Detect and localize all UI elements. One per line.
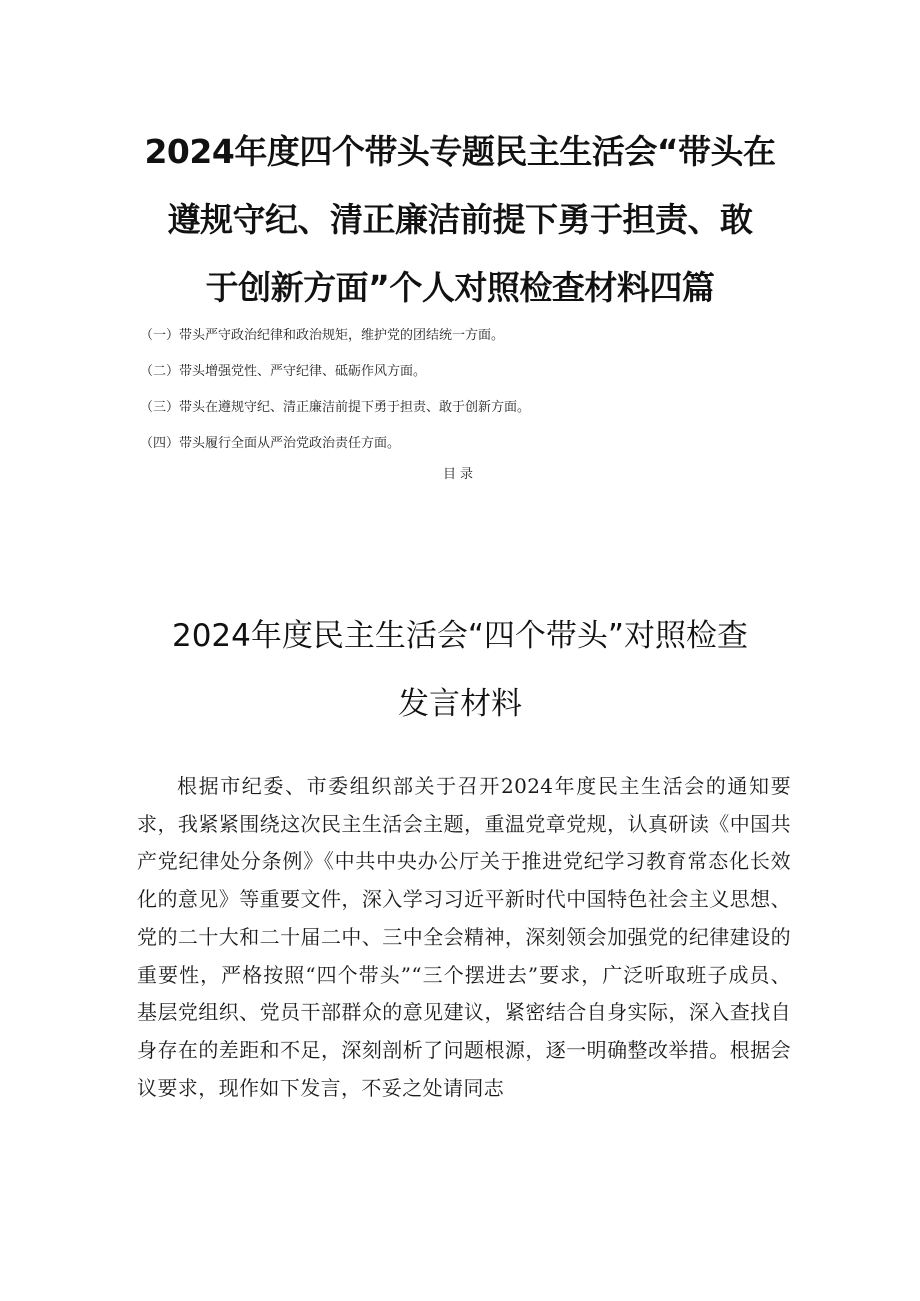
toc-item[interactable]: （四）带头履行全面从严治党政治责任方面。	[140, 436, 401, 451]
main-title	[120, 118, 800, 322]
main-title-line: 于创新方面”个人对照检查材料四篇	[205, 268, 715, 307]
toc-item[interactable]: （一）带头严守政治纪律和政治规矩，维护党的团结统一方面。	[140, 328, 505, 343]
section-title	[110, 602, 810, 738]
main-title-line: 遵规守纪、清正廉洁前提下勇于担责、敢	[167, 200, 753, 239]
toc-label: 目录	[442, 467, 477, 482]
section-title-line: 2024年度民主生活会“四个带头”对照检查	[171, 618, 748, 654]
toc-item[interactable]: （二）带头增强党性、严守纪律、砥砺作风方面。	[140, 364, 427, 379]
main-title-line: 2024年度四个带头专题民主生活会“带头在	[144, 132, 776, 171]
section-title-line: 发言材料	[398, 686, 522, 722]
body-paragraph: 根据市纪委、市委组织部关于召开2024年度民主生活会的通知要求，我紧紧围绕这次民主生活会主题，重温党章党规，认真研读《中国共产党纪律处分条例》《中共中央办公厅关于推进党纪学习教育常态化长效化的意见》等重要文件，深入学习习近平新时代中国特色社会主义思想、党的二十大和二十届二中、三中全会精神，深刻领会加强党的纪律建设的重要性，严格按照“四个带头”“三个摆进去”要求，广泛听取班子成员、基层党组织、党员干部群众的意见建议，紧密结合自身实际，深入查找自身存在的差距和不足，深刻剖析了问题根源，逐一明确整改举措。根据会议要求，现作如下发言，不妥之处请同志	[137, 774, 791, 1100]
table-of-contents	[140, 318, 800, 462]
toc-item[interactable]: （三）带头在遵规守纪、清正廉洁前提下勇于担责、敢于创新方面。	[140, 400, 531, 415]
